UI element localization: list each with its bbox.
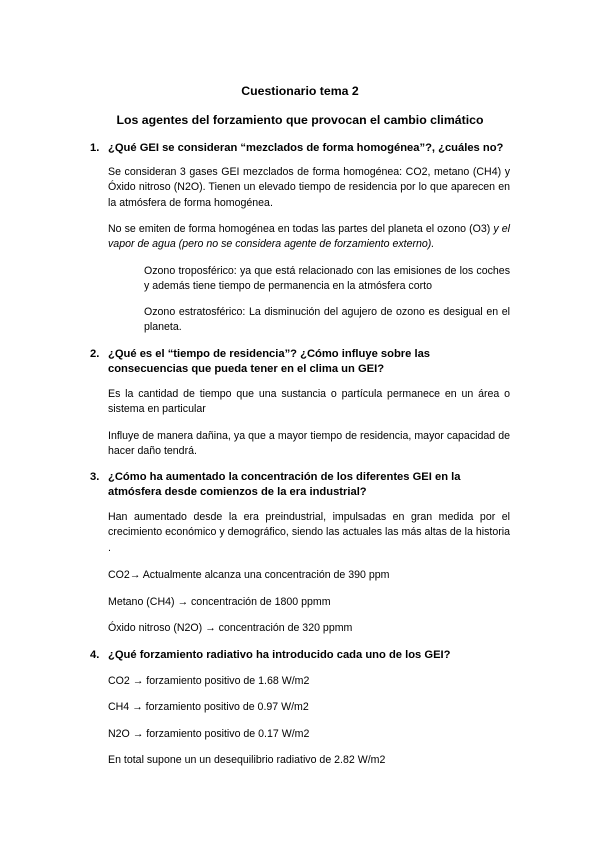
- answer-4-paragraph-4: En total supone un un desequilibrio radiativo de 2.82 W/m2: [108, 754, 386, 766]
- question-1: [90, 141, 510, 156]
- question-4: [90, 648, 510, 663]
- question-3: [90, 470, 510, 500]
- answer-1-paragraph-2-italic: y el vapor de agua (pero no se considera agente de forzamiento externo).: [108, 223, 510, 251]
- question-2-number: 2.: [90, 348, 100, 360]
- answer-1-paragraph-4: Ozono estratosférico: La disminución del agujero de ozono es desigual en el planeta.: [144, 306, 510, 334]
- answer-3-paragraph-4: Óxido nitroso (N2O) → concentración de 320 ppmm: [108, 622, 353, 634]
- answer-1-paragraph-2-normal: No se emiten de forma homogénea en todas las partes del planeta el ozono (O3): [108, 223, 494, 235]
- answer-4-paragraph-2: CH4 → forzamiento positivo de 0.97 W/m2: [108, 701, 309, 713]
- answer-1-paragraph-2: [108, 222, 510, 253]
- question-4-text: ¿Qué forzamiento radiativo ha introducido cada uno de los GEI?: [108, 649, 451, 661]
- document-subtitle: Los agentes del forzamiento que provocan el cambio climático: [116, 113, 484, 127]
- answer-1-paragraph-1: Se consideran 3 gases GEI mezclados de forma homogénea: CO2, metano (CH4) y Óxido nitroso (N2O). Tienen un elevado tiempo de residencia por lo que aparecen en la atmósfera de forma homogénea.: [108, 166, 510, 209]
- question-4-number: 4.: [90, 649, 100, 661]
- question-2-text: ¿Qué es el “tiempo de residencia”? ¿Cómo influye sobre las consecuencias que pueda tener en el clima un GEI?: [108, 348, 431, 375]
- question-3-number: 3.: [90, 471, 100, 483]
- answer-2-paragraph-2: Influye de manera dañina, ya que a mayor tiempo de residencia, mayor capacidad de hacer daño tendrá.: [108, 430, 510, 458]
- question-3-text: ¿Cómo ha aumentado la concentración de los diferentes GEI en la atmósfera desde comienzos de la era industrial?: [108, 471, 461, 498]
- answer-3-paragraph-1: Han aumentado desde la era preindustrial, impulsadas en gran medida por el crecimiento económico y demográfico, siendo las actuales las más altas de la historia .: [108, 511, 510, 554]
- answer-3-paragraph-2: CO2→ Actualmente alcanza una concentración de 390 ppm: [108, 569, 390, 581]
- answer-4-paragraph-3: N2O → forzamiento positivo de 0.17 W/m2: [108, 728, 310, 740]
- answer-2-paragraph-1: Es la cantidad de tiempo que una sustancia o partícula permanece en un área o sistema en particular: [108, 388, 510, 416]
- answer-4-paragraph-1: CO2 → forzamiento positivo de 1.68 W/m2: [108, 675, 310, 687]
- answer-3-paragraph-3: Metano (CH4) → concentración de 1800 ppmm: [108, 596, 331, 608]
- document-title: Cuestionario tema 2: [241, 84, 359, 98]
- question-1-number: 1.: [90, 142, 100, 154]
- answer-1-paragraph-3: Ozono troposférico: ya que está relacionado con las emisiones de los coches y además tiene tiempo de permanencia en la atmósfera corto: [144, 265, 510, 293]
- question-2: [90, 347, 510, 377]
- question-1-text: ¿Qué GEI se consideran “mezclados de forma homogénea”?, ¿cuáles no?: [108, 142, 504, 154]
